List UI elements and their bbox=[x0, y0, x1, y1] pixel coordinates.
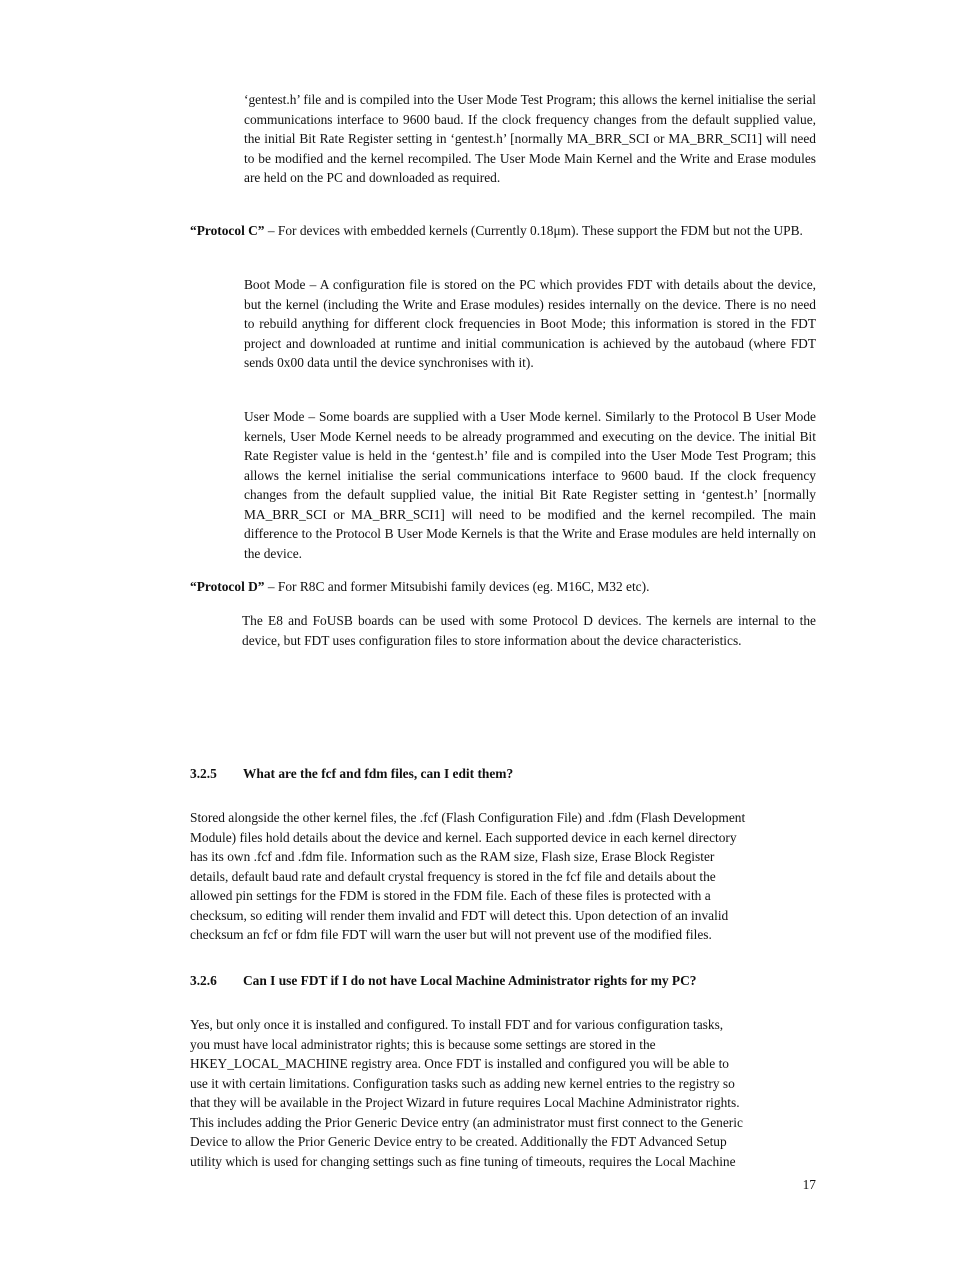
text-line: allowed pin settings for the FDM is stored in the FDM file. Each of these files is protected with a bbox=[190, 888, 711, 903]
protocol-c-user-mode: User Mode – Some boards are supplied with a User Mode kernel. Similarly to the Protocol B User Mode kernels, User Mode Kernel needs to be already programmed and executing on the device. The initial Bit Rate Register value is held in the ‘gentest.h’ file and is compiled into the User Mode Test Program; this allows the kernel initialise the serial communications interface to 9600 baud. If the clock frequency changes from the default supplied value, the initial Bit Rate Register setting in ‘gentest.h’ [normally MA_BRR_SCI or MA_BRR_SCI1] will need to be modified and the kernel recompiled. The main difference to the Protocol B User Mode Kernels is that the Write and Erase modules are held internally on the device. bbox=[244, 409, 816, 561]
section-heading-3-2-5 bbox=[190, 764, 513, 784]
section-heading-3-2-6 bbox=[190, 971, 696, 991]
protocol-d-text: – For R8C and former Mitsubishi family devices (eg. M16C, M32 etc). bbox=[264, 579, 650, 594]
text-line: details, default baud rate and default crystal frequency is stored in the fcf file and details about the bbox=[190, 868, 716, 884]
intro-paragraph: ‘gentest.h’ file and is compiled into the User Mode Test Program; this allows the kernel initialise the serial communications interface to 9600 baud. If the clock frequency changes from the default supplied value, the initial Bit Rate Register setting in ‘gentest.h’ [normally MA_BRR_SCI or MA_BRR_SCI1] will need to be modified and the kernel recompiled. The User Mode Main Kernel and the Write and Erase modules are held on the PC and downloaded as required. bbox=[244, 92, 816, 185]
text-line: that they will be available in the Project Wizard in future requires Local Machine Administrator rights. bbox=[190, 1095, 740, 1110]
section-number: 3.2.5 bbox=[190, 766, 217, 781]
text-line: Yes, but only once it is installed and configured. To install FDT and for various configuration tasks, bbox=[190, 1017, 724, 1032]
text-line: This includes adding the Prior Generic Device entry (an administrator must first connect to the Generic bbox=[190, 1114, 743, 1130]
text-line: has its own .fcf and .fdm file. Information such as the RAM size, Flash size, Erase Block Register bbox=[190, 849, 715, 864]
section-title: What are the fcf and fdm files, can I edit them? bbox=[243, 766, 514, 781]
text-line: checksum an fcf or fdm file FDT will warn the user but will not prevent use of the modified files. bbox=[190, 927, 712, 942]
section-3-2-5-body bbox=[190, 808, 818, 945]
page-number: 17 bbox=[802, 1177, 816, 1192]
protocol-c-text: – For devices with embedded kernels (Currently 0.18μm). These support the FDM but not the UPB. bbox=[264, 223, 803, 238]
section-3-2-6-body bbox=[190, 1015, 818, 1171]
protocol-c-label: “Protocol C” bbox=[190, 223, 265, 238]
text-line: Stored alongside the other kernel files, the .fcf (Flash Configuration File) and .fdm (Flash Development bbox=[190, 810, 746, 825]
text-line: Module) files hold details about the device and kernel. Each supported device in each kernel directory bbox=[190, 829, 737, 845]
protocol-d-body: The E8 and FoUSB boards can be used with some Protocol D devices. The kernels are internal to the device, but FDT uses configuration files to store information about the device characteristics. bbox=[242, 613, 816, 648]
protocol-c-boot-mode: Boot Mode – A configuration file is stored on the PC which provides FDT with details about the device, but the kernel (including the Write and Erase modules) resides internally on the device. There is no need to rebuild anything for different clock frequencies in Boot Mode; this information is stored in the FDT project and downloaded at runtime and initial communication is achieved by the autobaud (where FDT sends 0x00 data until the device synchronises with it). bbox=[244, 277, 816, 370]
protocol-c-paragraph bbox=[190, 221, 816, 241]
section-title: Can I use FDT if I do not have Local Machine Administrator rights for my PC? bbox=[243, 973, 697, 988]
text-line: you must have local administrator rights; this is because some settings are stored in the bbox=[190, 1036, 656, 1052]
text-line: use it with certain limitations. Configuration tasks such as adding new kernel entries to the registry so bbox=[190, 1075, 735, 1091]
text-line: checksum, so editing will render them invalid and FDT will detect this. Upon detection of an invalid bbox=[190, 907, 729, 923]
text-line: HKEY_LOCAL_MACHINE registry area. Once FDT is installed and configured you will be able to bbox=[190, 1056, 729, 1071]
protocol-d-label: “Protocol D” bbox=[190, 579, 265, 594]
protocol-d-paragraph bbox=[190, 577, 816, 597]
section-number: 3.2.6 bbox=[190, 973, 217, 988]
text-line: Device to allow the Prior Generic Device entry to be created. Additionally the FDT Advanced Setup bbox=[190, 1134, 727, 1149]
text-line: utility which is used for changing settings such as fine tuning of timeouts, requires the Local Machine bbox=[190, 1153, 736, 1169]
